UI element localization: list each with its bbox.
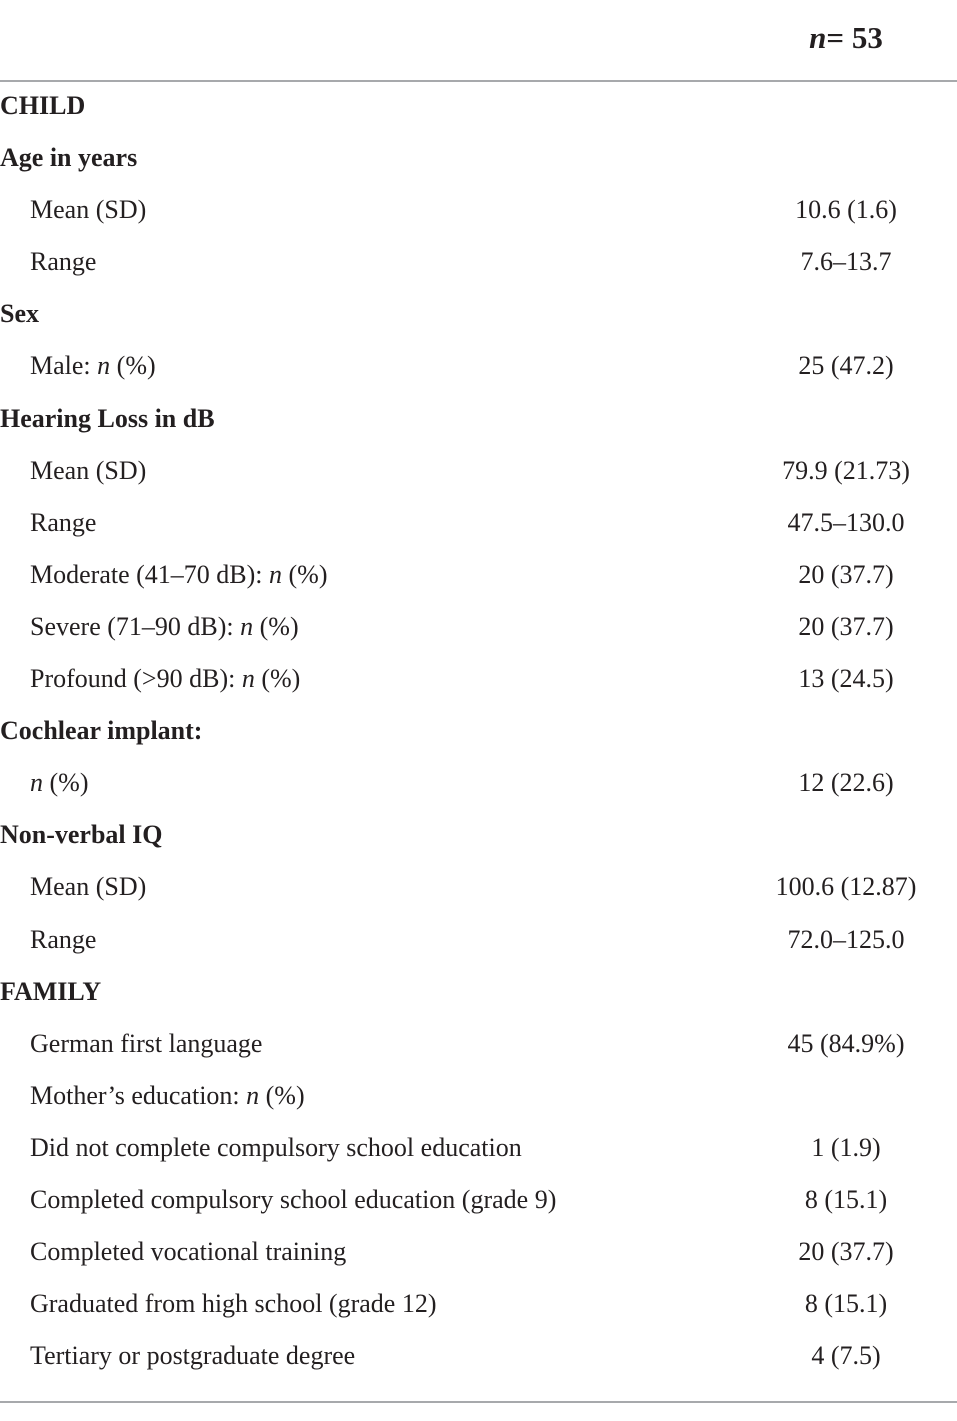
- row-value: 20 (37.7): [798, 559, 894, 589]
- row-label: [30, 612, 299, 642]
- row-value: 10.6 (1.6): [795, 195, 897, 225]
- row-label: Completed vocational training: [30, 1237, 347, 1267]
- row-label-prefix: Severe (71–90 dB):: [30, 611, 241, 641]
- table-row: [0, 1331, 957, 1383]
- row-label: [30, 351, 156, 381]
- row-value: 25 (47.2): [798, 351, 894, 381]
- group-heading-row: [0, 706, 957, 758]
- row-label: German first language: [30, 1028, 263, 1058]
- table-row: [0, 915, 957, 967]
- row-label-suffix: (%): [259, 1080, 305, 1110]
- table-row: [0, 862, 957, 914]
- row-label: [30, 560, 328, 590]
- row-label: Non-verbal IQ: [0, 820, 163, 850]
- row-label: Graduated from high school (grade 12): [30, 1289, 437, 1319]
- row-label: FAMILY: [0, 976, 102, 1006]
- section-heading-row: [0, 81, 957, 133]
- row-label-prefix: Moderate (41–70 dB):: [30, 559, 270, 589]
- row-value: 20 (37.7): [798, 611, 894, 641]
- table-row: [0, 758, 957, 810]
- group-heading-row: [0, 133, 957, 185]
- bottom-rule: [0, 1401, 957, 1403]
- row-label-suffix: (%): [110, 351, 156, 381]
- row-label: Mean (SD): [30, 872, 147, 902]
- sample-size-header: [760, 20, 932, 56]
- row-value: 20 (37.7): [798, 1237, 894, 1267]
- row-value: 45 (84.9%): [787, 1028, 905, 1058]
- row-label: Tertiary or postgraduate degree: [30, 1341, 356, 1371]
- row-label: Cochlear implant:: [0, 716, 203, 746]
- row-label: Age in years: [0, 143, 138, 173]
- table-body: [0, 81, 957, 1383]
- table-header: [0, 0, 957, 81]
- row-value: 100.6 (12.87): [775, 872, 917, 902]
- row-label: CHILD: [0, 91, 86, 120]
- row-label: Mean (SD): [30, 195, 147, 225]
- row-label: [30, 664, 300, 694]
- row-label-suffix: (%): [254, 664, 301, 694]
- row-value: 79.9 (21.73): [782, 455, 910, 485]
- group-heading-row: [0, 810, 957, 862]
- n-value: = 53: [826, 20, 883, 55]
- row-value: 8 (15.1): [804, 1184, 888, 1214]
- row-label-n-symbol: n: [30, 768, 43, 798]
- row-value: 13 (24.5): [798, 664, 894, 694]
- row-label-n-symbol: n: [240, 611, 254, 641]
- row-label: Range: [30, 924, 97, 954]
- row-label-n-symbol: n: [241, 664, 255, 694]
- row-label: Hearing Loss in dB: [0, 403, 215, 433]
- table-row: [0, 1279, 957, 1331]
- table-row: [0, 341, 957, 393]
- row-value: 1 (1.9): [811, 1132, 881, 1162]
- row-label-n-symbol: n: [269, 559, 283, 589]
- row-label: Range: [30, 247, 97, 277]
- row-value: 7.6–13.7: [800, 247, 892, 277]
- table-row: [0, 498, 957, 550]
- row-label: [30, 768, 88, 798]
- row-value: 47.5–130.0: [787, 507, 905, 537]
- row-value: 4 (7.5): [811, 1341, 881, 1371]
- table-row: [0, 446, 957, 498]
- table-row: [0, 654, 957, 706]
- table-row: [0, 1175, 957, 1227]
- row-label-prefix: Mother’s education:: [30, 1080, 247, 1110]
- group-heading-row: [0, 289, 957, 341]
- row-value: 8 (15.1): [804, 1289, 888, 1319]
- row-label: Range: [30, 507, 97, 537]
- row-value: 72.0–125.0: [787, 924, 905, 954]
- row-label: Did not complete compulsory school education: [30, 1132, 522, 1162]
- table-row: [0, 602, 957, 654]
- table-row: [0, 1123, 957, 1175]
- table-row: [0, 550, 957, 602]
- row-label-suffix: (%): [282, 559, 328, 589]
- table-row: [0, 1227, 957, 1279]
- row-label: Mean (SD): [30, 455, 147, 485]
- row-label: Sex: [0, 299, 39, 329]
- row-label: Completed compulsory school education (grade 9): [30, 1184, 557, 1214]
- section-heading-row: [0, 967, 957, 1019]
- row-label-n-symbol: n: [97, 351, 111, 381]
- table-row: [0, 1071, 957, 1123]
- row-label: [30, 1081, 305, 1111]
- row-label-suffix: (%): [253, 611, 299, 641]
- row-label-prefix: Male:: [30, 351, 98, 381]
- table-row: [0, 1019, 957, 1071]
- table-row: [0, 185, 957, 237]
- n-symbol: n: [809, 20, 827, 55]
- row-label-prefix: Profound (>90 dB):: [30, 664, 242, 694]
- row-label-n-symbol: n: [246, 1080, 260, 1110]
- group-heading-row: [0, 394, 957, 446]
- table-row: [0, 237, 957, 289]
- row-value: 12 (22.6): [798, 768, 894, 798]
- row-label-suffix: (%): [43, 768, 89, 798]
